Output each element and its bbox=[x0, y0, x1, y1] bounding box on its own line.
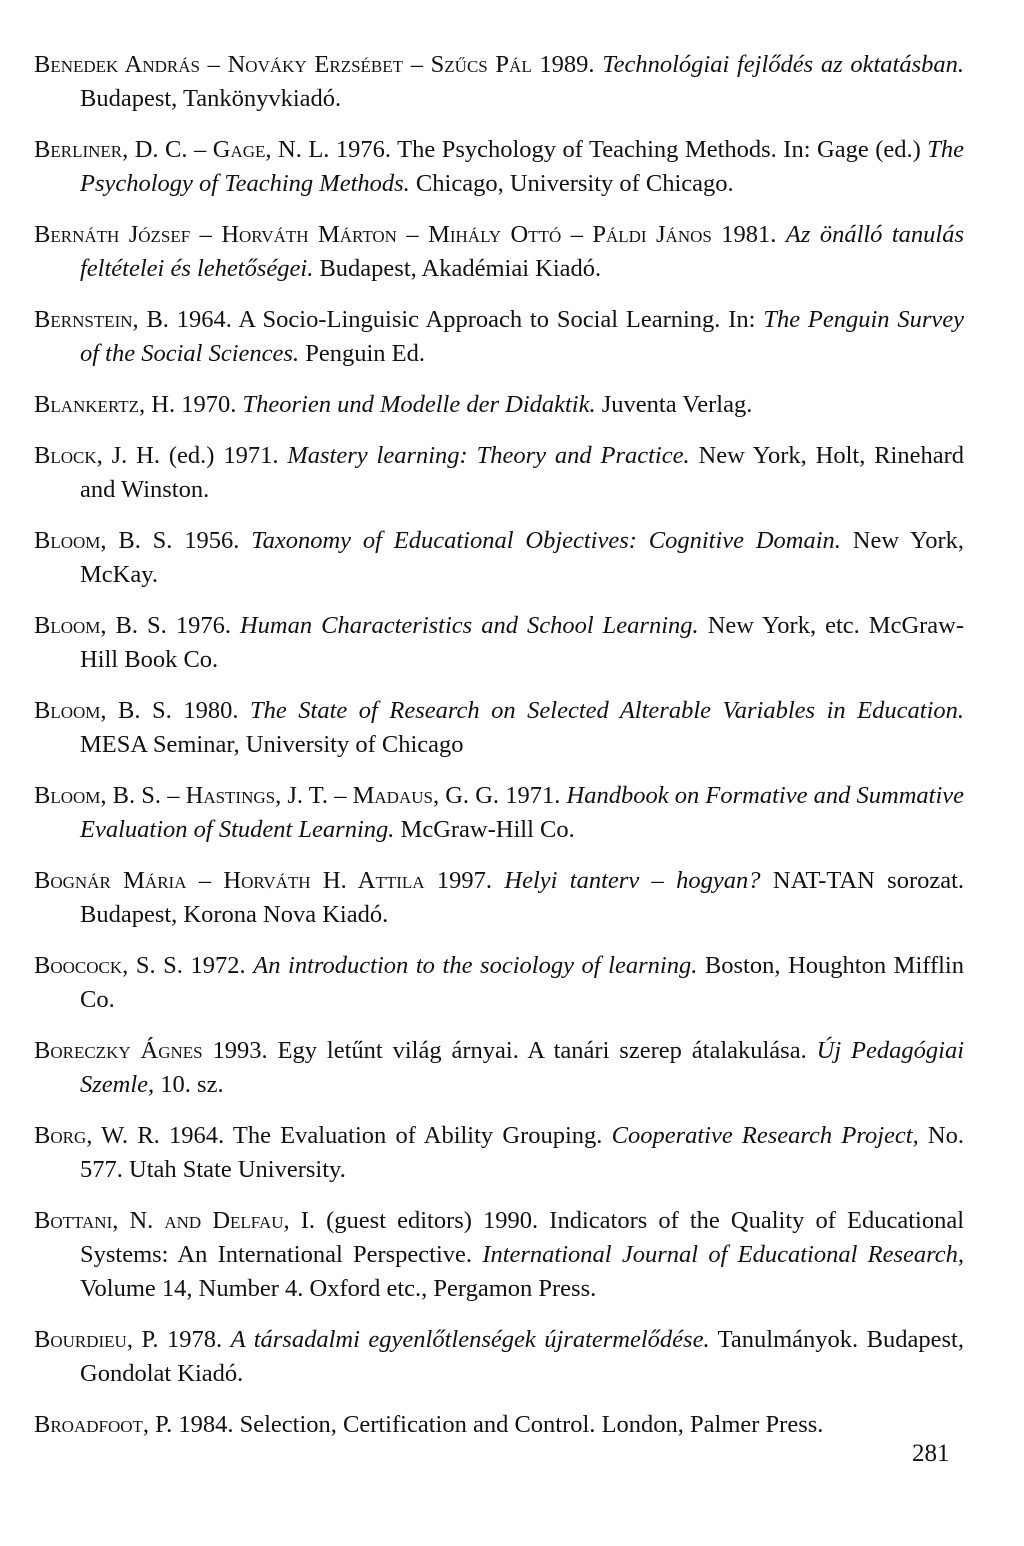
reference-entry bbox=[34, 1119, 964, 1187]
reference-note: The Psychology of Teaching Methods. In: Gage (ed.) bbox=[397, 136, 921, 163]
reference-entry bbox=[34, 1408, 964, 1442]
reference-year: 1956. bbox=[184, 527, 240, 554]
reference-publisher: Penguin Ed. bbox=[305, 340, 425, 367]
reference-entry bbox=[34, 303, 964, 371]
reference-authors: Broadfoot, P. bbox=[34, 1411, 173, 1438]
reference-title: Taxonomy of Educational Objectives: Cognitive Domain. bbox=[251, 527, 841, 554]
reference-entry bbox=[34, 864, 964, 932]
reference-publisher: MESA Seminar, University of Chicago bbox=[80, 731, 464, 758]
reference-year: 1972. bbox=[190, 952, 246, 979]
reference-title: The Penguin Survey of the Social Sciences. bbox=[80, 306, 965, 367]
reference-publisher: Juventa Verlag. bbox=[601, 391, 753, 418]
reference-authors: Bourdieu, P. bbox=[34, 1326, 159, 1353]
reference-title: Human Characteristics and School Learning. bbox=[239, 612, 699, 639]
reference-year: 1976. bbox=[175, 612, 231, 639]
reference-publisher: McGraw-Hill Co. bbox=[400, 816, 575, 843]
reference-authors: Bognár Mária – Horváth H. Attila bbox=[34, 867, 425, 894]
reference-title: Handbook on Formative and Summative Evaluation of Student Learning. bbox=[80, 782, 965, 843]
reference-entry bbox=[34, 694, 964, 762]
reference-year: 1971. bbox=[505, 782, 561, 809]
reference-title: The Psychology of Teaching Methods. bbox=[80, 136, 965, 197]
reference-year: 1964. bbox=[176, 306, 232, 333]
reference-year: 1976. bbox=[335, 136, 392, 163]
reference-year: 1984. bbox=[178, 1411, 234, 1438]
reference-authors: Bloom, B. S. – Hastings, J. T. – Madaus, G. G. bbox=[34, 782, 500, 809]
reference-note: Selection, Certification and Control. bbox=[239, 1411, 596, 1438]
reference-entry bbox=[34, 1323, 964, 1391]
reference-authors: Bernáth József – Horváth Márton – Mihály Ottó – Páldi János bbox=[34, 221, 712, 248]
reference-authors: Bernstein, B. bbox=[34, 306, 169, 333]
reference-publisher: Boston, Houghton Mifflin Co. bbox=[80, 952, 964, 1013]
reference-year: 1964. bbox=[168, 1122, 225, 1149]
reference-entry bbox=[34, 1034, 964, 1102]
reference-year: (ed.) 1971. bbox=[168, 442, 279, 469]
reference-authors: Bloom, B. S. bbox=[34, 697, 172, 724]
reference-year: 1978. bbox=[167, 1326, 223, 1353]
reference-title: Új Pedagógiai Szemle, bbox=[80, 1037, 964, 1098]
reference-title: Technológiai fejlődés az oktatásban. bbox=[602, 51, 965, 78]
reference-publisher: Chicago, University of Chicago. bbox=[415, 170, 734, 197]
reference-list bbox=[34, 48, 964, 1459]
reference-note: Egy letűnt világ árnyai. A tanári szerep átalakulása. bbox=[277, 1037, 807, 1064]
reference-publisher: NAT-TAN sorozat. Budapest, Korona Nova Kiadó. bbox=[80, 867, 965, 928]
reference-authors: Borg, W. R. bbox=[34, 1122, 160, 1149]
reference-publisher: London, Palmer Press. bbox=[601, 1411, 824, 1438]
reference-authors: Bloom, B. S. bbox=[34, 612, 167, 639]
page-number: 281 bbox=[912, 1440, 950, 1467]
reference-year: 1997. bbox=[436, 867, 493, 894]
reference-authors: Blankertz, H. bbox=[34, 391, 176, 418]
reference-title: Mastery learning: Theory and Practice. bbox=[287, 442, 690, 469]
reference-publisher: New York, McKay. bbox=[80, 527, 964, 588]
reference-note: The Evaluation of Ability Grouping. bbox=[232, 1122, 603, 1149]
reference-title: International Journal of Educational Research, bbox=[482, 1241, 965, 1268]
reference-entry bbox=[34, 218, 964, 286]
reference-year: 1981. bbox=[721, 221, 777, 248]
reference-year: 1989. bbox=[539, 51, 595, 78]
reference-year: 1980. bbox=[183, 697, 239, 724]
reference-authors: Block, J. H. bbox=[34, 442, 160, 469]
reference-publisher: New York, etc. McGraw-Hill Book Co. bbox=[80, 612, 965, 673]
reference-entry bbox=[34, 48, 964, 116]
reference-publisher: No. 577. Utah State University. bbox=[80, 1122, 964, 1183]
reference-authors: Boreczky Ágnes bbox=[34, 1037, 203, 1064]
reference-title: An introduction to the sociology of learning. bbox=[253, 952, 698, 979]
reference-note: A Socio-Linguisic Approach to Social Learning. In: bbox=[238, 306, 756, 333]
reference-authors: Bottani, N. and Delfau, I. bbox=[34, 1207, 316, 1234]
reference-title: Helyi tanterv – hogyan? bbox=[504, 867, 761, 894]
reference-title: A társadalmi egyenlőtlenségek újratermelődése. bbox=[230, 1326, 710, 1353]
reference-entry bbox=[34, 439, 964, 507]
reference-authors: Boocock, S. S. bbox=[34, 952, 183, 979]
reference-title: The State of Research on Selected Alterable Variables in Education. bbox=[249, 697, 965, 724]
reference-publisher: 10. sz. bbox=[160, 1071, 224, 1098]
reference-publisher: Tanulmányok. Budapest, Gondolat Kiadó. bbox=[80, 1326, 964, 1387]
reference-title: Az önálló tanulás feltételei és lehetőségei. bbox=[80, 221, 965, 282]
reference-title: Cooperative Research Project, bbox=[611, 1122, 919, 1149]
reference-year: (guest editors) 1990. bbox=[326, 1207, 539, 1234]
reference-publisher: New York, Holt, Rinehard and Winston. bbox=[80, 442, 965, 503]
reference-publisher: Budapest, Tankönyvkiadó. bbox=[80, 85, 342, 112]
reference-entry bbox=[34, 949, 964, 1017]
reference-authors: Berliner, D. C. – Gage, N. L. bbox=[34, 136, 330, 163]
reference-entry bbox=[34, 133, 964, 201]
reference-year: 1970. bbox=[181, 391, 237, 418]
reference-entry bbox=[34, 609, 964, 677]
reference-year: 1993. bbox=[212, 1037, 268, 1064]
reference-authors: Bloom, B. S. bbox=[34, 527, 173, 554]
reference-entry bbox=[34, 779, 964, 847]
reference-publisher: Budapest, Akadémiai Kiadó. bbox=[319, 255, 602, 282]
reference-entry bbox=[34, 388, 964, 422]
reference-authors: Benedek András – Nováky Erzsébet – Szűcs Pál bbox=[34, 51, 532, 78]
reference-note: Indicators of the Quality of Educational Systems: An International Perspective. bbox=[80, 1207, 965, 1268]
reference-publisher: Volume 14, Number 4. Oxford etc., Pergamon Press. bbox=[80, 1275, 597, 1302]
reference-title: Theorien und Modelle der Didaktik. bbox=[242, 391, 596, 418]
reference-entry bbox=[34, 524, 964, 592]
reference-entry bbox=[34, 1204, 964, 1306]
